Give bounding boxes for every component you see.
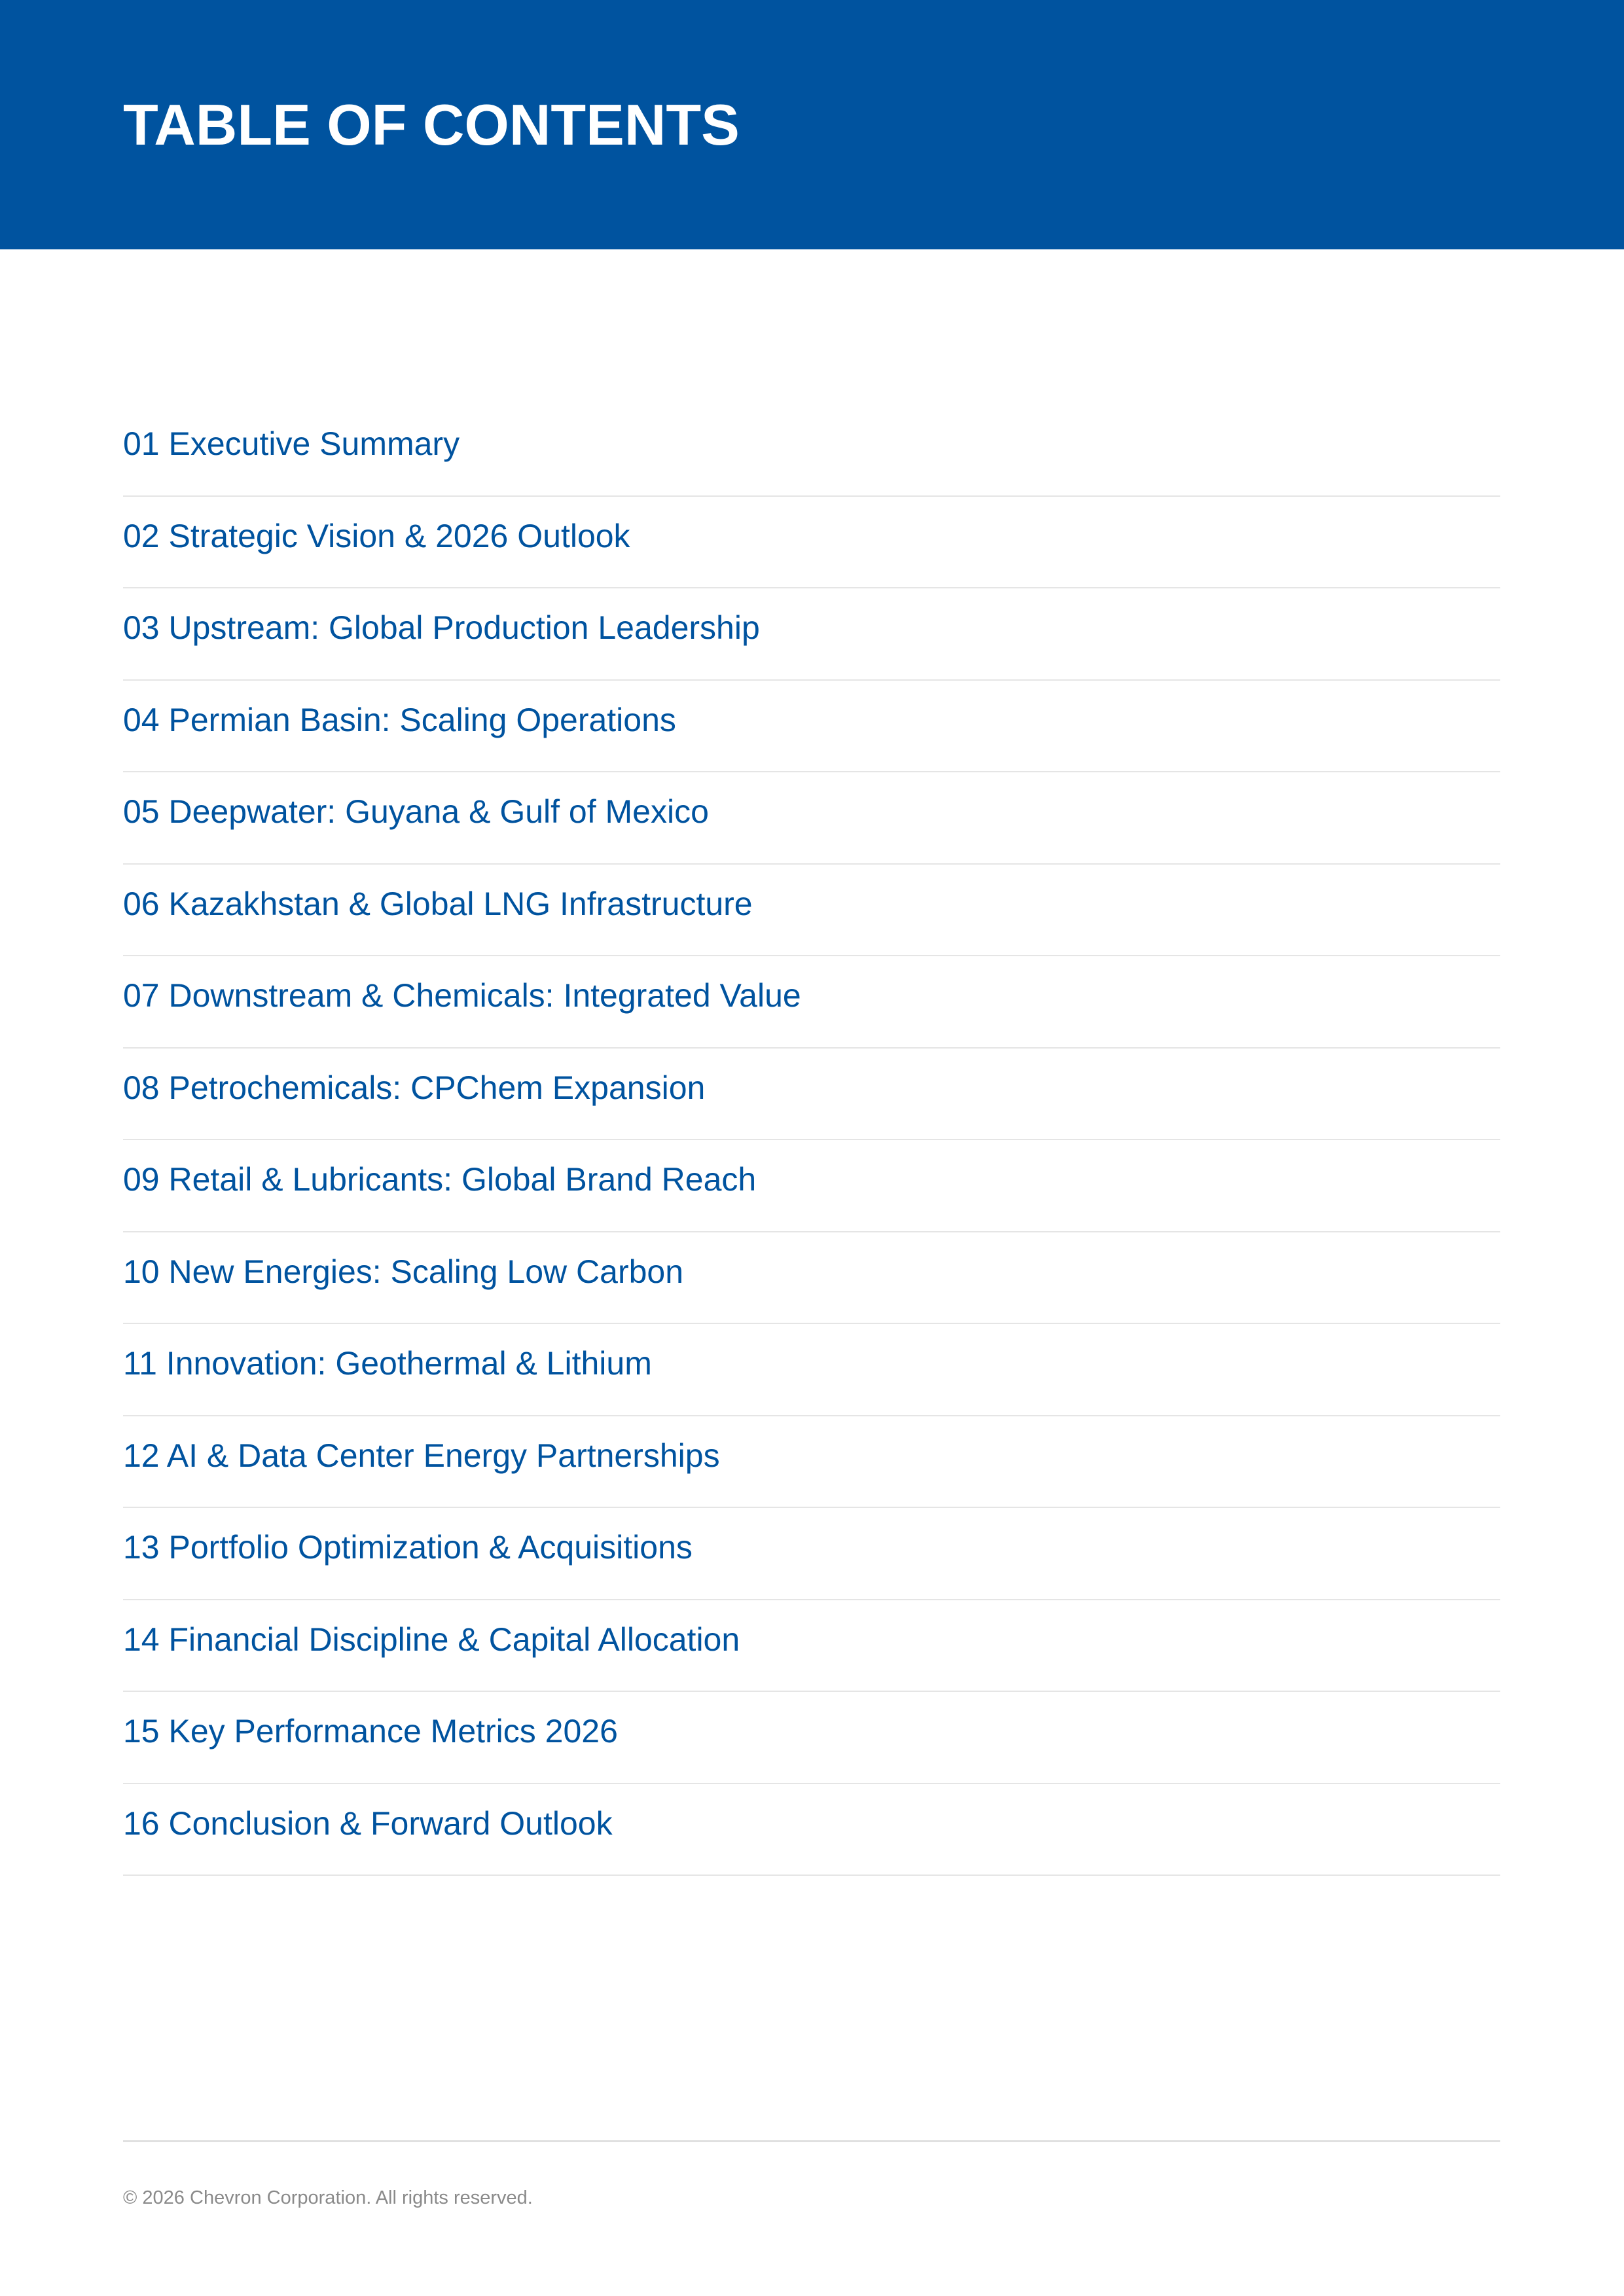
footer-divider — [123, 2140, 1500, 2142]
toc-entry-label[interactable]: 16 Conclusion & Forward Outlook — [123, 1804, 613, 1842]
toc-entry-label[interactable]: 05 Deepwater: Guyana & Gulf of Mexico — [123, 793, 709, 830]
toc-entry-deepwater[interactable] — [123, 772, 1500, 865]
toc-entry-label[interactable]: 06 Kazakhstan & Global LNG Infrastructure — [123, 885, 753, 922]
toc-entry-label[interactable]: 03 Upstream: Global Production Leadership — [123, 609, 760, 646]
toc-entry-petrochemicals[interactable] — [123, 1049, 1500, 1141]
toc-entry-financial-discipline[interactable] — [123, 1600, 1500, 1693]
header-band — [0, 0, 1624, 249]
toc-entry-label[interactable]: 09 Retail & Lubricants: Global Brand Reach — [123, 1161, 757, 1198]
table-of-contents-list — [123, 404, 1500, 1876]
toc-entry-label[interactable]: 14 Financial Discipline & Capital Allocation — [123, 1621, 740, 1658]
toc-entry-label[interactable]: 10 New Energies: Scaling Low Carbon — [123, 1253, 684, 1290]
toc-entry-strategic-vision[interactable] — [123, 497, 1500, 589]
toc-entry-label[interactable]: 04 Permian Basin: Scaling Operations — [123, 701, 676, 738]
toc-entry-key-performance-metrics[interactable] — [123, 1692, 1500, 1784]
toc-entry-label[interactable]: 15 Key Performance Metrics 2026 — [123, 1713, 618, 1749]
toc-entry-label[interactable]: 01 Executive Summary — [123, 425, 460, 462]
toc-entry-label[interactable]: 07 Downstream & Chemicals: Integrated Value — [123, 977, 801, 1014]
toc-entry-new-energies[interactable] — [123, 1232, 1500, 1325]
toc-entry-executive-summary[interactable] — [123, 404, 1500, 497]
toc-entry-label[interactable]: 02 Strategic Vision & 2026 Outlook — [123, 517, 630, 554]
toc-entry-label[interactable]: 08 Petrochemicals: CPChem Expansion — [123, 1069, 706, 1106]
toc-entry-label[interactable]: 12 AI & Data Center Energy Partnerships — [123, 1437, 720, 1474]
toc-entry-label[interactable]: 11 Innovation: Geothermal & Lithium — [123, 1345, 652, 1382]
toc-entry-innovation[interactable] — [123, 1324, 1500, 1416]
toc-entry-retail-lubricants[interactable] — [123, 1140, 1500, 1232]
toc-entry-conclusion[interactable] — [123, 1784, 1500, 1876]
toc-entry-permian-basin[interactable] — [123, 681, 1500, 773]
footer-copyright: © 2026 Chevron Corporation. All rights reserved. — [123, 2187, 533, 2208]
toc-entry-kazakhstan-lng[interactable] — [123, 865, 1500, 957]
toc-entry-upstream[interactable] — [123, 588, 1500, 681]
toc-entry-portfolio-optimization[interactable] — [123, 1508, 1500, 1600]
toc-entry-ai-data-center[interactable] — [123, 1416, 1500, 1509]
toc-entry-downstream-chemicals[interactable] — [123, 956, 1500, 1049]
toc-entry-label[interactable]: 13 Portfolio Optimization & Acquisitions — [123, 1529, 693, 1566]
page-title: TABLE OF CONTENTS — [123, 92, 740, 157]
